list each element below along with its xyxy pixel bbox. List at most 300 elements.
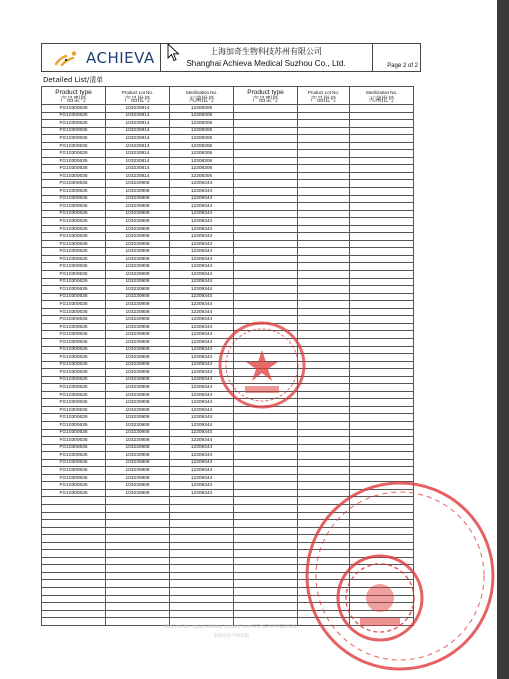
- cell-sterilization-no: 12309344: [170, 323, 234, 331]
- col-header: Product Lot No. 产品批号: [106, 87, 170, 105]
- table-row: [42, 112, 414, 120]
- cell-empty: [298, 135, 350, 143]
- cell-empty: [170, 588, 234, 596]
- cell-product-type: FG10300635: [42, 203, 106, 211]
- cell-empty: [350, 150, 414, 158]
- cell-empty: [298, 225, 350, 233]
- cell-empty: [234, 180, 298, 188]
- cell-product-type: FG10300635: [42, 142, 106, 150]
- cell-lot-no: 103230908: [106, 286, 170, 294]
- cell-empty: [298, 293, 350, 301]
- cell-lot-no: 103230908: [106, 376, 170, 384]
- cell-empty: [298, 444, 350, 452]
- right-margin-bar: [497, 0, 509, 679]
- cell-product-type: FG10300635: [42, 271, 106, 279]
- cell-sterilization-no: 12309344: [170, 391, 234, 399]
- cell-sterilization-no: 12309344: [170, 203, 234, 211]
- cell-lot-no: 103230908: [106, 421, 170, 429]
- cell-empty: [170, 535, 234, 543]
- cell-empty: [234, 482, 298, 490]
- cell-product-type: FG10300635: [42, 467, 106, 475]
- table-row: [42, 452, 414, 460]
- cell-empty: [350, 195, 414, 203]
- cell-lot-no: 103230908: [106, 489, 170, 497]
- cell-empty: [234, 610, 298, 618]
- cell-lot-no: 103230908: [106, 316, 170, 324]
- cell-lot-no: 103230814: [106, 112, 170, 120]
- company-name-en: Shanghai Achieva Medical Suzhou Co., Ltd.: [186, 59, 346, 68]
- cell-empty: [234, 437, 298, 445]
- cell-empty: [298, 210, 350, 218]
- col-header: Sterilization No. 灭菌批号: [170, 87, 234, 105]
- cell-empty: [298, 414, 350, 422]
- cell-empty: [42, 565, 106, 573]
- table-row: [42, 429, 414, 437]
- cell-lot-no: 103230908: [106, 414, 170, 422]
- cell-empty: [42, 527, 106, 535]
- cell-sterilization-no: 12308306: [170, 150, 234, 158]
- cell-empty: [234, 240, 298, 248]
- cell-empty: [170, 580, 234, 588]
- cell-empty: [106, 603, 170, 611]
- cell-sterilization-no: 12309344: [170, 255, 234, 263]
- cell-sterilization-no: 12308306: [170, 135, 234, 143]
- cell-empty: [298, 467, 350, 475]
- cell-product-type: FG10300635: [42, 278, 106, 286]
- table-row: [42, 437, 414, 445]
- cell-empty: [234, 512, 298, 520]
- cell-product-type: FG10300635: [42, 195, 106, 203]
- cell-empty: [350, 429, 414, 437]
- cell-empty: [298, 203, 350, 211]
- cell-empty: [350, 112, 414, 120]
- cell-empty: [350, 240, 414, 248]
- cell-empty: [234, 218, 298, 226]
- cell-lot-no: 103230908: [106, 210, 170, 218]
- cell-product-type: FG10300635: [42, 331, 106, 339]
- cell-empty: [106, 527, 170, 535]
- cell-empty: [234, 195, 298, 203]
- table-header-row: [42, 87, 414, 105]
- cell-empty: [350, 376, 414, 384]
- cell-lot-no: 103230814: [106, 157, 170, 165]
- cell-empty: [350, 414, 414, 422]
- cell-empty: [106, 610, 170, 618]
- cell-empty: [350, 225, 414, 233]
- cursor-arrow-icon: [167, 43, 181, 63]
- cell-empty: [298, 255, 350, 263]
- cell-empty: [350, 467, 414, 475]
- cell-lot-no: 103230908: [106, 248, 170, 256]
- cell-product-type: FG10300635: [42, 263, 106, 271]
- cell-empty: [234, 467, 298, 475]
- cell-sterilization-no: 12309344: [170, 452, 234, 460]
- cell-empty: [234, 278, 298, 286]
- cell-empty: [42, 520, 106, 528]
- table-row: [42, 105, 414, 113]
- cell-sterilization-no: 12309344: [170, 233, 234, 241]
- cell-empty: [298, 233, 350, 241]
- cell-empty: [298, 459, 350, 467]
- cell-sterilization-no: 12309344: [170, 421, 234, 429]
- company-cell: [160, 44, 373, 71]
- cell-empty: [350, 361, 414, 369]
- cell-product-type: FG10300635: [42, 361, 106, 369]
- cell-empty: [350, 354, 414, 362]
- cell-lot-no: 103230908: [106, 391, 170, 399]
- page-number: Page 2 of 2: [387, 63, 418, 69]
- cell-lot-no: 103230908: [106, 452, 170, 460]
- col-header: Product Lot No. 产品批号: [298, 87, 350, 105]
- cell-lot-no: 103230908: [106, 399, 170, 407]
- cell-empty: [106, 550, 170, 558]
- cell-product-type: FG10300635: [42, 346, 106, 354]
- cell-lot-no: 103230814: [106, 165, 170, 173]
- cell-empty: [298, 165, 350, 173]
- cell-product-type: FG10300635: [42, 188, 106, 196]
- footer-text-cn: 未经同意不得复制: [213, 634, 249, 639]
- cell-empty: [350, 172, 414, 180]
- cell-sterilization-no: 12308306: [170, 105, 234, 113]
- cell-sterilization-no: 12309344: [170, 301, 234, 309]
- cell-empty: [234, 263, 298, 271]
- cell-sterilization-no: 12308306: [170, 165, 234, 173]
- cell-sterilization-no: 12309344: [170, 338, 234, 346]
- table-row: [42, 255, 414, 263]
- table-row: [42, 467, 414, 475]
- table-row: [42, 195, 414, 203]
- cell-empty: [350, 271, 414, 279]
- cell-empty: [298, 240, 350, 248]
- col-header: Sterilization No. 灭菌批号: [350, 87, 414, 105]
- cell-empty: [234, 421, 298, 429]
- cell-empty: [106, 557, 170, 565]
- detailed-list-title: Detailed List/清单: [43, 76, 104, 84]
- cell-sterilization-no: 12309344: [170, 384, 234, 392]
- cell-lot-no: 103230908: [106, 255, 170, 263]
- table-row: [42, 157, 414, 165]
- cell-empty: [42, 535, 106, 543]
- cell-empty: [298, 195, 350, 203]
- cell-lot-no: 103230908: [106, 437, 170, 445]
- cell-empty: [234, 595, 298, 603]
- cell-product-type: FG10300635: [42, 218, 106, 226]
- cell-product-type: FG10300635: [42, 112, 106, 120]
- cell-empty: [298, 218, 350, 226]
- cell-empty: [42, 580, 106, 588]
- cell-empty: [106, 580, 170, 588]
- company-seal-large: [302, 478, 498, 674]
- table-row: [42, 414, 414, 422]
- cell-sterilization-no: 12309344: [170, 188, 234, 196]
- table-row: [42, 120, 414, 128]
- table-row: [42, 278, 414, 286]
- cell-empty: [234, 105, 298, 113]
- cell-product-type: FG10300635: [42, 127, 106, 135]
- cell-empty: [234, 142, 298, 150]
- cell-empty: [350, 120, 414, 128]
- cell-lot-no: 103230908: [106, 369, 170, 377]
- cell-empty: [350, 255, 414, 263]
- cell-empty: [42, 610, 106, 618]
- cell-product-type: FG10300635: [42, 323, 106, 331]
- cell-sterilization-no: 12309344: [170, 399, 234, 407]
- cell-product-type: FG10300635: [42, 248, 106, 256]
- cell-sterilization-no: 12309344: [170, 489, 234, 497]
- cell-product-type: FG10300635: [42, 354, 106, 362]
- cell-empty: [350, 452, 414, 460]
- cell-empty: [298, 157, 350, 165]
- cell-product-type: FG10300635: [42, 437, 106, 445]
- cell-product-type: FG10300635: [42, 105, 106, 113]
- cell-empty: [106, 512, 170, 520]
- cell-lot-no: 103230814: [106, 142, 170, 150]
- cell-empty: [234, 271, 298, 279]
- cell-empty: [106, 497, 170, 505]
- company-seal-small: [217, 320, 307, 410]
- cell-empty: [170, 603, 234, 611]
- table-row: [42, 203, 414, 211]
- cell-empty: [234, 286, 298, 294]
- cell-lot-no: 103230908: [106, 482, 170, 490]
- cell-empty: [298, 150, 350, 158]
- cell-sterilization-no: 12309344: [170, 459, 234, 467]
- cell-product-type: FG10300635: [42, 369, 106, 377]
- cell-empty: [234, 120, 298, 128]
- cell-empty: [350, 437, 414, 445]
- cell-empty: [42, 504, 106, 512]
- cell-empty: [298, 248, 350, 256]
- cell-lot-no: 103230908: [106, 225, 170, 233]
- table-row: [42, 135, 414, 143]
- cell-empty: [42, 572, 106, 580]
- cell-product-type: FG10300635: [42, 150, 106, 158]
- cell-lot-no: 103230908: [106, 301, 170, 309]
- cell-product-type: FG10300635: [42, 429, 106, 437]
- cell-lot-no: 103230908: [106, 361, 170, 369]
- cell-empty: [234, 225, 298, 233]
- cell-empty: [350, 444, 414, 452]
- cell-lot-no: 103230814: [106, 135, 170, 143]
- footer-text-en: May not be copied without content from ACHIEVA MEDICAL: [164, 624, 298, 630]
- cell-empty: [234, 565, 298, 573]
- cell-empty: [298, 180, 350, 188]
- cell-sterilization-no: 12309344: [170, 180, 234, 188]
- cell-sterilization-no: 12309344: [170, 195, 234, 203]
- cell-empty: [350, 391, 414, 399]
- table-row: [42, 218, 414, 226]
- cell-empty: [106, 520, 170, 528]
- cell-empty: [106, 535, 170, 543]
- cell-empty: [106, 572, 170, 580]
- cell-product-type: FG10300635: [42, 459, 106, 467]
- cell-sterilization-no: 12309344: [170, 286, 234, 294]
- cell-product-type: FG10300635: [42, 135, 106, 143]
- cell-product-type: FG10300635: [42, 286, 106, 294]
- cell-lot-no: 103230908: [106, 459, 170, 467]
- cell-lot-no: 103230908: [106, 354, 170, 362]
- cell-sterilization-no: 12308306: [170, 172, 234, 180]
- cell-empty: [298, 105, 350, 113]
- cell-empty: [42, 550, 106, 558]
- cell-sterilization-no: 12308306: [170, 142, 234, 150]
- cell-lot-no: 103230908: [106, 474, 170, 482]
- logo-cell: [42, 44, 161, 71]
- cell-empty: [170, 512, 234, 520]
- cell-product-type: FG10300635: [42, 391, 106, 399]
- cell-product-type: FG10300635: [42, 338, 106, 346]
- cell-product-type: FG10300635: [42, 482, 106, 490]
- cell-product-type: FG10300635: [42, 225, 106, 233]
- cell-empty: [350, 459, 414, 467]
- cell-empty: [234, 127, 298, 135]
- document-header: [41, 43, 421, 72]
- cell-empty: [234, 172, 298, 180]
- cell-lot-no: 103230908: [106, 188, 170, 196]
- cell-sterilization-no: 12309344: [170, 248, 234, 256]
- cell-empty: [350, 286, 414, 294]
- cell-lot-no: 103230908: [106, 444, 170, 452]
- cell-empty: [234, 520, 298, 528]
- cell-empty: [350, 399, 414, 407]
- cell-empty: [234, 112, 298, 120]
- cell-empty: [234, 603, 298, 611]
- cell-empty: [234, 557, 298, 565]
- cell-empty: [170, 595, 234, 603]
- cell-product-type: FG10300635: [42, 180, 106, 188]
- cell-empty: [170, 610, 234, 618]
- cell-empty: [170, 565, 234, 573]
- cell-empty: [234, 459, 298, 467]
- cell-product-type: FG10300635: [42, 316, 106, 324]
- cell-empty: [350, 263, 414, 271]
- cell-empty: [298, 172, 350, 180]
- cell-empty: [298, 188, 350, 196]
- cell-lot-no: 103230908: [106, 180, 170, 188]
- cell-empty: [350, 346, 414, 354]
- cell-empty: [234, 572, 298, 580]
- cell-empty: [234, 489, 298, 497]
- cell-empty: [350, 293, 414, 301]
- cell-empty: [234, 210, 298, 218]
- cell-empty: [106, 588, 170, 596]
- cell-empty: [234, 429, 298, 437]
- cell-sterilization-no: 12309344: [170, 331, 234, 339]
- cell-empty: [234, 308, 298, 316]
- cell-sterilization-no: 12308306: [170, 157, 234, 165]
- cell-empty: [298, 127, 350, 135]
- cell-sterilization-no: 12308306: [170, 127, 234, 135]
- cell-sterilization-no: 12308306: [170, 112, 234, 120]
- cell-sterilization-no: 12309344: [170, 376, 234, 384]
- cell-lot-no: 103230908: [106, 240, 170, 248]
- table-row: [42, 248, 414, 256]
- table-row: [42, 308, 414, 316]
- cell-empty: [298, 278, 350, 286]
- cell-empty: [298, 142, 350, 150]
- cell-empty: [234, 150, 298, 158]
- table-row: [42, 459, 414, 467]
- cell-empty: [234, 157, 298, 165]
- cell-empty: [350, 369, 414, 377]
- cell-empty: [42, 557, 106, 565]
- cell-empty: [350, 218, 414, 226]
- cell-empty: [298, 308, 350, 316]
- cell-lot-no: 103230814: [106, 127, 170, 135]
- cell-empty: [350, 301, 414, 309]
- table-row: [42, 301, 414, 309]
- cell-lot-no: 103230908: [106, 331, 170, 339]
- cell-empty: [350, 203, 414, 211]
- cell-empty: [170, 497, 234, 505]
- cell-empty: [234, 203, 298, 211]
- table-row: [42, 165, 414, 173]
- cell-product-type: FG10300635: [42, 293, 106, 301]
- cell-empty: [350, 308, 414, 316]
- cell-lot-no: 103230814: [106, 105, 170, 113]
- cell-empty: [350, 331, 414, 339]
- cell-empty: [170, 520, 234, 528]
- achieva-logo-icon: [54, 50, 80, 66]
- cell-empty: [234, 135, 298, 143]
- col-header: Product type 产品型号: [42, 87, 106, 105]
- cell-sterilization-no: 12309344: [170, 444, 234, 452]
- cell-empty: [42, 595, 106, 603]
- cell-empty: [42, 588, 106, 596]
- cell-empty: [298, 429, 350, 437]
- cell-lot-no: 103230908: [106, 323, 170, 331]
- table-row: [42, 286, 414, 294]
- cell-empty: [234, 165, 298, 173]
- cell-lot-no: 103230814: [106, 120, 170, 128]
- logo-text: ACHIEVA: [86, 49, 155, 67]
- cell-empty: [106, 542, 170, 550]
- cell-product-type: FG10300635: [42, 157, 106, 165]
- cell-empty: [350, 278, 414, 286]
- cell-empty: [350, 180, 414, 188]
- cell-sterilization-no: 12309344: [170, 467, 234, 475]
- cell-empty: [234, 444, 298, 452]
- cell-empty: [234, 527, 298, 535]
- cell-empty: [298, 263, 350, 271]
- cell-empty: [42, 512, 106, 520]
- cell-empty: [234, 504, 298, 512]
- cell-empty: [350, 406, 414, 414]
- cell-lot-no: 103230814: [106, 150, 170, 158]
- cell-sterilization-no: 12309344: [170, 369, 234, 377]
- cell-empty: [350, 338, 414, 346]
- cell-lot-no: 103230908: [106, 233, 170, 241]
- cell-empty: [234, 588, 298, 596]
- cell-empty: [350, 157, 414, 165]
- cell-sterilization-no: 12309344: [170, 293, 234, 301]
- cell-empty: [234, 188, 298, 196]
- cell-lot-no: 103230908: [106, 271, 170, 279]
- cell-sterilization-no: 12309344: [170, 263, 234, 271]
- cell-sterilization-no: 12309344: [170, 316, 234, 324]
- cell-product-type: FG10300635: [42, 444, 106, 452]
- cell-product-type: FG10300635: [42, 452, 106, 460]
- cell-empty: [350, 316, 414, 324]
- table-row: [42, 188, 414, 196]
- cell-sterilization-no: 12308306: [170, 120, 234, 128]
- table-row: [42, 444, 414, 452]
- cell-product-type: FG10300635: [42, 474, 106, 482]
- col-header: Product type 产品型号: [234, 87, 298, 105]
- cell-sterilization-no: 12309344: [170, 240, 234, 248]
- cell-empty: [298, 301, 350, 309]
- cell-lot-no: 103230908: [106, 384, 170, 392]
